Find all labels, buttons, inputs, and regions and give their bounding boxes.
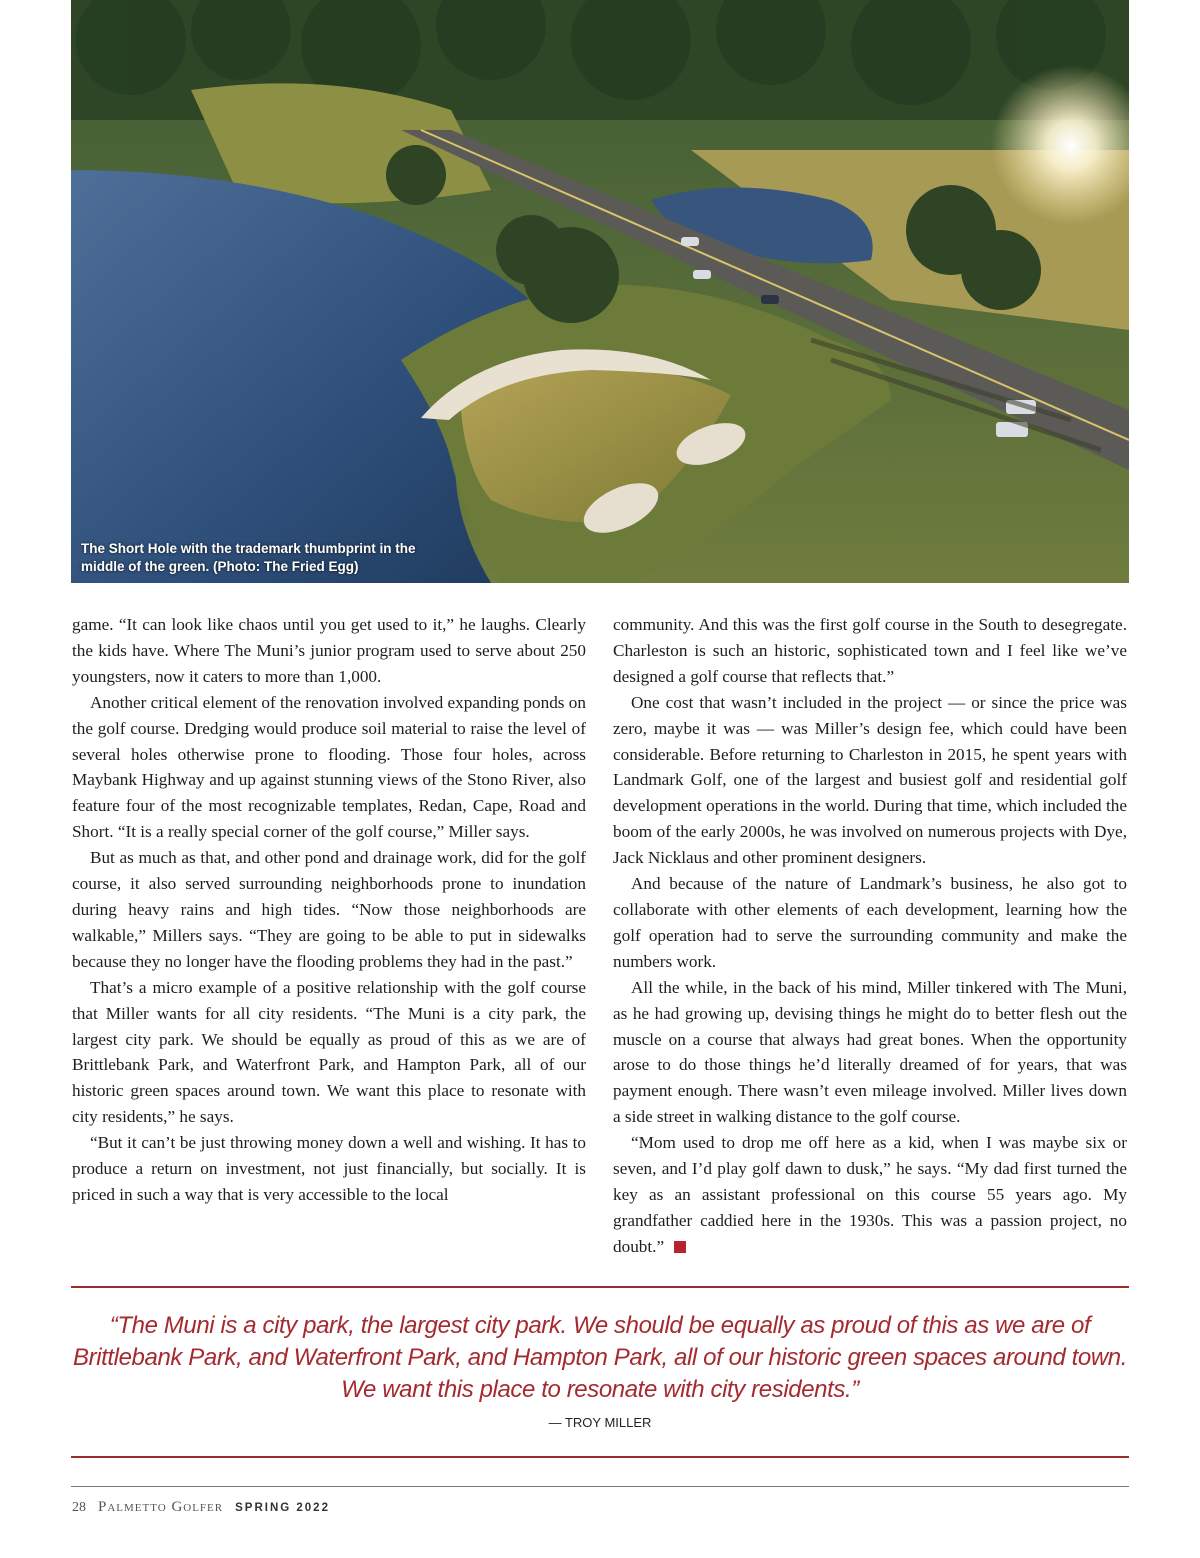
paragraph: That’s a micro example of a positive relationship with the golf course that Miller wants for all city residents. “The Muni is a city park, the largest city park. We should be equally as proud of this as we are of Brittlebank Park, and Waterfront Park, and Hampton Park, all of our historic green spaces around town. We want this place to resonate with city residents,” he says. (72, 977, 586, 1127)
footer-divider (71, 1486, 1129, 1487)
paragraph: All the while, in the back of his mind, Miller tinkered with The Muni, as he had growing up, devising things he might do to better flesh out the muscle on a course that always had great bones. When the opportunity arose to do those things he’d literally dreamed of for years, that was payment enough. There wasn’t even mileage involved. Miller lives down a side street in walking distance to the golf course. (613, 977, 1127, 1127)
paragraph: game. “It can look like chaos until you get used to it,” he laughs. Clearly the kids have. Where The Muni’s junior program used to serve about 250 youngsters, now it caters to more than 1,000. (72, 615, 586, 686)
end-mark-icon (674, 1241, 686, 1253)
paragraph: community. And this was the first golf course in the South to desegregate. Charleston is such an historic, sophisticated town and I feel like we’ve designed a golf course that reflects that.” (613, 615, 1127, 686)
publication-name: Palmetto Golfer (98, 1499, 224, 1515)
page-footer (72, 1499, 330, 1519)
paragraph: And because of the nature of Landmark’s business, he also got to collaborate with other elements of each development, learning how the golf operation had to serve the surrounding community and make the numbers work. (613, 874, 1127, 971)
article-column-left (72, 612, 586, 1208)
paragraph-text: “Mom used to drop me off here as a kid, when I was maybe six or seven, and I’d play golf dawn to dusk,” he says. “My dad first turned the key as an assistant professional on this course 55 years ago. My grandfather caddied here in the 1930s. This was a passion project, no doubt.” (613, 1133, 1127, 1256)
paragraph: Another critical element of the renovation involved expanding ponds on the golf course. Dredging would produce soil material to raise the level of several holes otherwise prone to flooding. Those four holes, across Maybank Highway and up against stunning views of the Stono River, also feature four of the most recognizable templates, Redan, Cape, Road and Short. “It is a really special corner of the golf course,” Miller says. (72, 692, 586, 842)
paragraph: One cost that wasn’t included in the project — or since the price was zero, maybe it was — was Miller’s design fee, which could have been considerable. Before returning to Charleston in 2015, he spent years with Landmark Golf, one of the largest and busiest golf and residential golf development operations in the world. During that time, which included the boom of the early 2000s, he was involved on numerous projects with Dye, Jack Nicklaus and other prominent designers. (613, 692, 1127, 868)
pull-quote-rule-bottom (71, 1456, 1129, 1458)
pull-quote: “The Muni is a city park, the largest city park. We should be equally as proud of this as we are of Brittlebank Park, and Waterfront Park, and Hampton Park, all of our historic green spaces around town. We want this place to resonate with city residents.” (73, 1312, 1127, 1403)
pull-quote-attribution: — TROY MILLER (548, 1415, 652, 1430)
paragraph: But as much as that, and other pond and drainage work, did for the golf course, it also served surrounding neighborhoods prone to inundation during heavy rains and high tides. “Now those neighborhoods are walkable,” Millers says. “They are going to be able to put in sidewalks because they no longer have the flooding problems they had in the past.” (72, 848, 586, 971)
page-number: 28 (72, 1500, 86, 1515)
aerial-golf-course-image (71, 0, 1129, 583)
pull-quote-rule-top (71, 1286, 1129, 1288)
issue-label: SPRING 2022 (235, 1502, 330, 1514)
hero-photo (71, 0, 1129, 583)
photo-caption: The Short Hole with the trademark thumbprint in the middle of the green. (Photo: The Fried Egg) (81, 541, 416, 574)
paragraph: “But it can’t be just throwing money down a well and wishing. It has to produce a return on investment, not just financially, but socially. It is priced in such a way that is very accessible to the local (72, 1133, 586, 1204)
paragraph-final (613, 1130, 1127, 1260)
article-column-right (613, 612, 1127, 1260)
